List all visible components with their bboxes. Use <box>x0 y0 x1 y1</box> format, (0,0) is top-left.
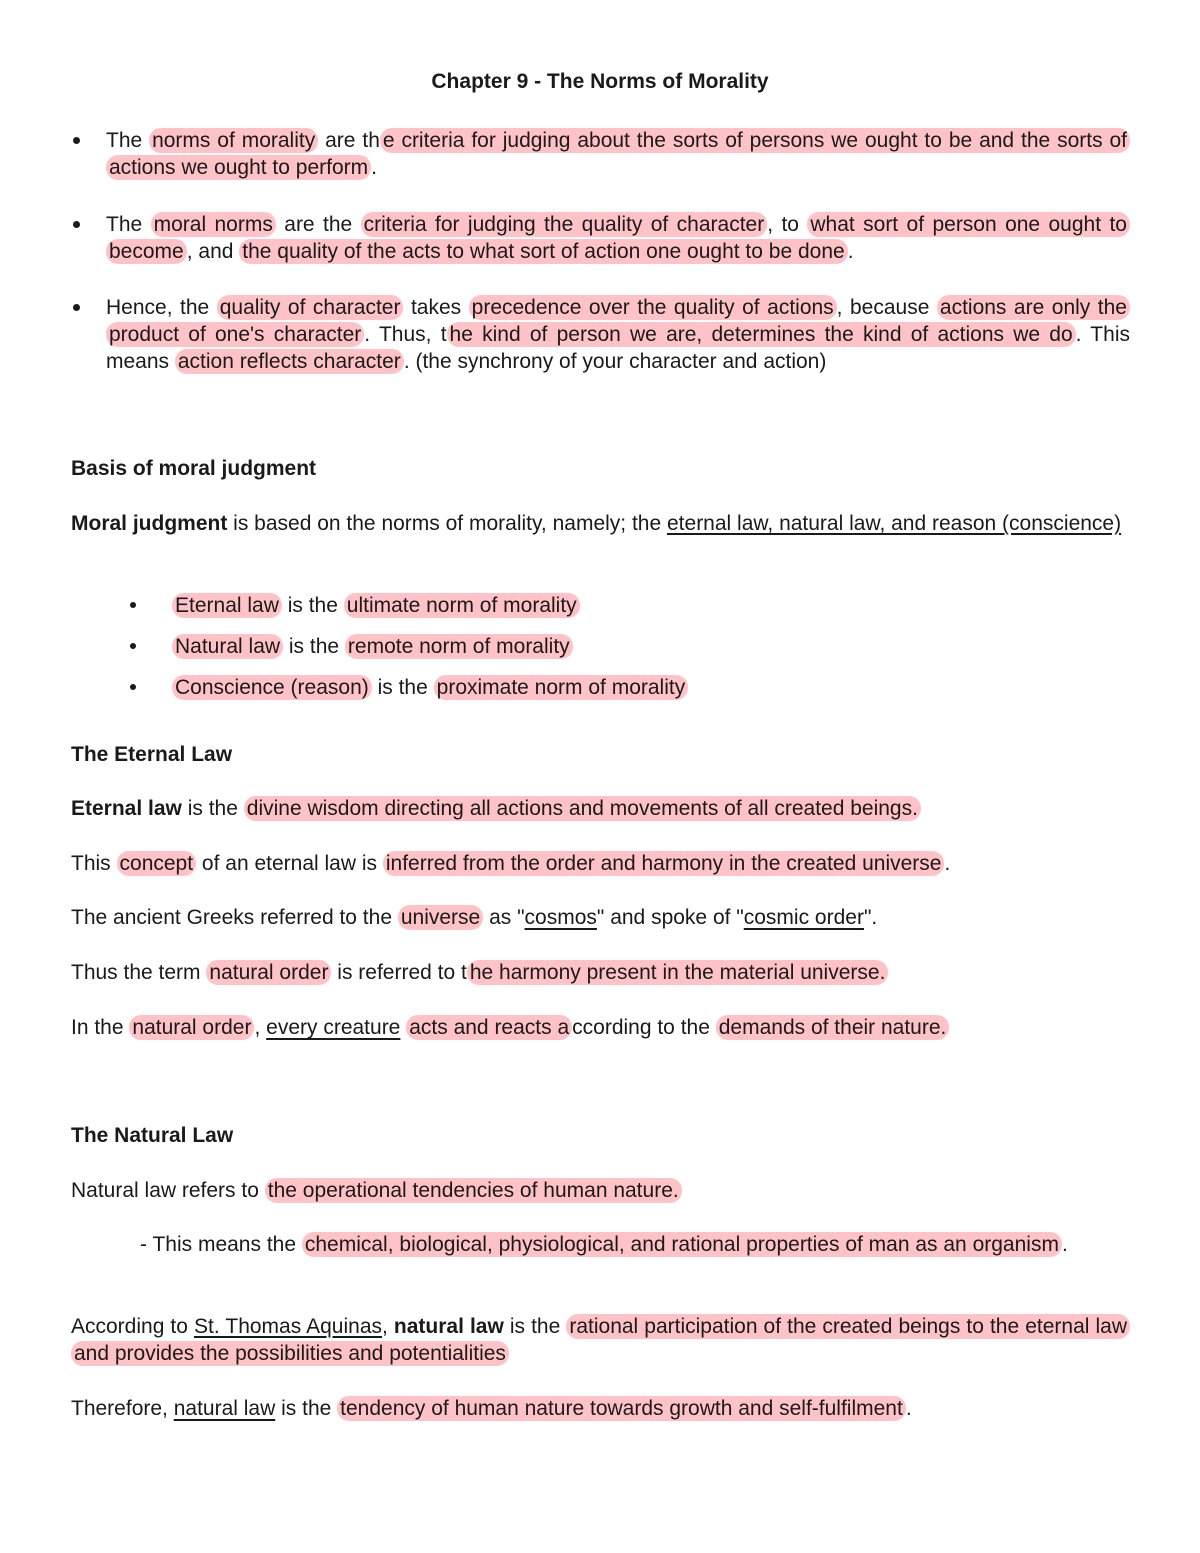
bullet-quality-of-character: Hence, the quality of character takes precedence over the quality of actions , because actions are only the product of one's character . Thus, t he kind of person we are, determines the kind of actions we do . This means action reflects character . (the synchrony of your character and action) <box>106 296 1130 373</box>
eternal-paragraph-5: In the natural order , every creature acts and reacts a ccording to the demands of their nature. <box>71 1014 1130 1041</box>
highlight: moral norms <box>151 212 276 237</box>
highlight: chemical, biological, physiological, and rational properties of man as an organism <box>302 1232 1062 1257</box>
highlight: e criteria for judging about the sorts of persons we ought to be and the sorts of actions we ought to perform <box>106 128 1130 180</box>
highlight: inferred from the order and harmony in the created universe <box>383 851 945 876</box>
bullet-dot <box>73 137 80 144</box>
highlight: universe <box>398 905 483 930</box>
section-heading-basis: Basis of moral judgment <box>71 457 317 480</box>
highlight: concept <box>117 851 197 876</box>
bullet-dot <box>73 221 80 228</box>
natural-paragraph-4: Therefore, natural law is the tendency of human nature towards growth and self-fulfilment . <box>71 1397 912 1420</box>
highlight: Natural law <box>172 634 283 659</box>
bullet-dot <box>73 304 80 311</box>
highlight: precedence over the quality of actions <box>469 295 837 320</box>
highlight: norms of morality <box>149 128 318 153</box>
highlight: tendency of human nature towards growth and self-fulfilment <box>337 1396 906 1421</box>
eternal-paragraph-3: The ancient Greeks referred to the universe as "cosmos" and spoke of "cosmic order". <box>71 906 878 929</box>
eternal-paragraph-2: This concept of an eternal law is inferred from the order and harmony in the created universe . <box>71 852 951 875</box>
highlight: action reflects character <box>175 349 404 374</box>
eternal-paragraph-1: Eternal law is the divine wisdom directing all actions and movements of all created beings. <box>71 795 1130 822</box>
highlight: ultimate norm of morality <box>344 593 580 618</box>
bullet-dot <box>130 684 136 690</box>
highlight: demands of their nature. <box>716 1015 950 1040</box>
bullet-dot <box>130 602 136 608</box>
page-title: Chapter 9 - The Norms of Morality <box>431 70 769 93</box>
highlight: actions are only the product of one's character <box>106 295 1130 347</box>
basis-paragraph: Moral judgment is based on the norms of morality, namely; the eternal law, natural law, and reason (conscience) <box>71 512 1122 535</box>
norm-item-conscience: Conscience (reason) is the proximate norm of morality <box>172 674 688 701</box>
natural-paragraph-3: According to St. Thomas Aquinas, natural law is the rational participation of the created beings to the eternal law and provides the possibilities and potentialities <box>71 1313 1130 1367</box>
highlight: the quality of the acts to what sort of action one ought to be done <box>239 239 847 264</box>
highlight: remote norm of morality <box>345 634 573 659</box>
highlight: proximate norm of morality <box>434 675 689 700</box>
eternal-paragraph-4: Thus the term natural order is referred to t he harmony present in the material universe. <box>71 959 1130 986</box>
highlight: quality of character <box>217 295 404 320</box>
highlight: he harmony present in the material universe. <box>467 960 889 985</box>
bullet-norms-of-morality: The norms of morality are th e criteria for judging about the sorts of persons we ought to be and the sorts of actions we ought to perform . <box>106 127 1130 181</box>
highlight: he kind of person we are, determines the kind of actions we do <box>447 322 1076 347</box>
highlight: Conscience (reason) <box>172 675 372 700</box>
highlight: what sort of person one ought to become <box>106 212 1130 264</box>
section-heading-eternal-law: The Eternal Law <box>71 743 233 766</box>
highlight: natural order <box>206 960 331 985</box>
norm-item-natural: Natural law is the remote norm of morality <box>172 633 573 660</box>
highlight: criteria for judging the quality of character <box>361 212 768 237</box>
highlight: rational participation of the created beings to the eternal law and provides the possibilities and potentialities <box>71 1314 1130 1366</box>
norm-item-eternal: Eternal law is the ultimate norm of morality <box>172 592 580 619</box>
highlight: natural order <box>129 1015 254 1040</box>
highlight: the operational tendencies of human nature. <box>265 1178 682 1203</box>
bullet-moral-norms: The moral norms are the criteria for judging the quality of character , to what sort of person one ought to become , and the quality of the acts to what sort of action one ought to be done . <box>106 211 1130 265</box>
highlight: Eternal law <box>172 593 282 618</box>
highlight: divine wisdom directing all actions and movements of all created beings. <box>244 796 921 821</box>
bullet-dot <box>130 643 136 649</box>
highlight: acts and reacts a <box>406 1015 572 1040</box>
natural-paragraph-2: - This means the chemical, biological, physiological, and rational properties of man as an organism . <box>140 1233 1068 1256</box>
section-heading-natural-law: The Natural Law <box>71 1124 234 1147</box>
natural-paragraph-1: Natural law refers to the operational tendencies of human nature. <box>71 1177 1130 1204</box>
